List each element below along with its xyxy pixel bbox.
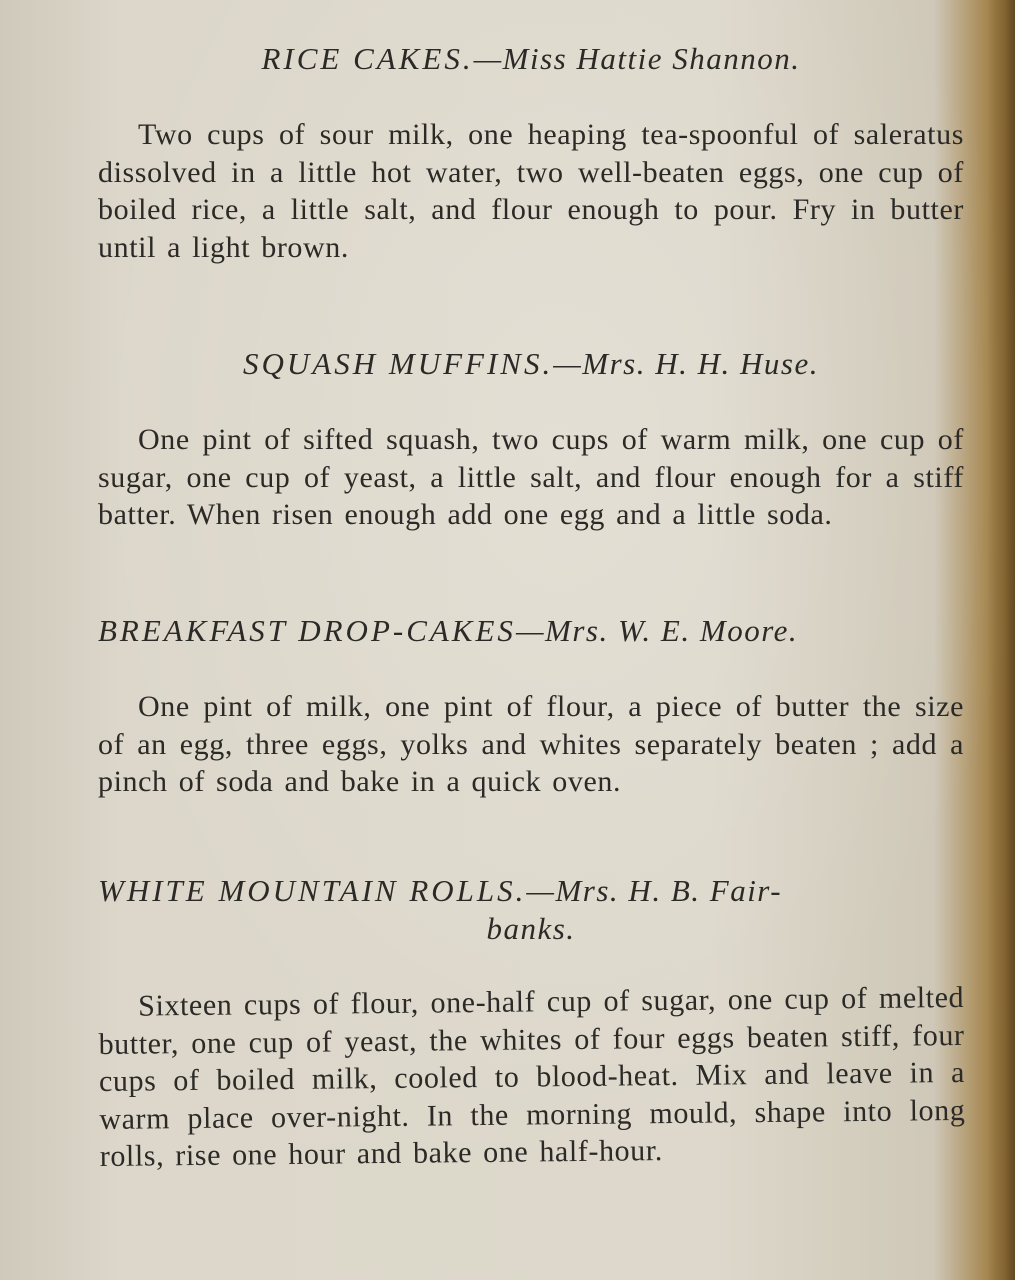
recipe-dish-name: RICE CAKES. [261, 41, 474, 76]
recipe-squash-muffins [98, 345, 964, 534]
recipe-title [98, 872, 964, 910]
recipe-text: Sixteen cups of flour, one-half cup of sugar, one cup of melted butter, one cup of yeast, the whites of four eggs beaten stiff, four cups of boiled milk, cooled to blood-heat. Mix and leave in a warm place over-night. In the morning mould, shape into long rolls, rise one hour and bake one half-hour. [98, 980, 966, 1173]
recipe-author-continued: banks. [486, 911, 576, 946]
recipe-white-mountain-rolls [98, 872, 964, 1176]
recipe-text: One pint of sifted squash, two cups of warm milk, one cup of sugar, one cup of yeast, a little salt, and flour enough for a stiff batter. When risen enough add one egg and a little soda. [98, 423, 964, 531]
recipe-rice-cakes [98, 40, 964, 266]
recipe-author: —Mrs. H. B. Fair- [526, 873, 783, 908]
recipe-dish-name: BREAKFAST DROP-CAKES [98, 613, 516, 648]
page-spine-edge [987, 0, 1015, 1280]
recipe-title [98, 40, 964, 78]
recipe-text: Two cups of sour milk, one heaping tea-spoonful of saleratus dissolved in a little hot water, two well-beaten eggs, one cup of boiled rice, a little salt, and flour enough to pour. Fry in butter until a light brown. [98, 118, 964, 264]
recipe-author: —Mrs. W. E. Moore. [515, 613, 799, 648]
recipe-title [98, 612, 964, 650]
recipe-author: —Miss Hattie Shannon. [473, 41, 801, 76]
recipe-author: —Mrs. H. H. Huse. [553, 346, 819, 381]
recipe-dish-name: WHITE MOUNTAIN ROLLS. [98, 873, 527, 908]
recipe-title [98, 345, 964, 383]
recipe-breakfast-drop-cakes [98, 612, 964, 801]
recipe-text: One pint of milk, one pint of flour, a piece of butter the size of an egg, three eggs, yolks and whites separately beaten ; add a pinch of soda and bake in a quick oven. [98, 690, 964, 798]
recipe-dish-name: SQUASH MUFFINS. [243, 346, 554, 381]
